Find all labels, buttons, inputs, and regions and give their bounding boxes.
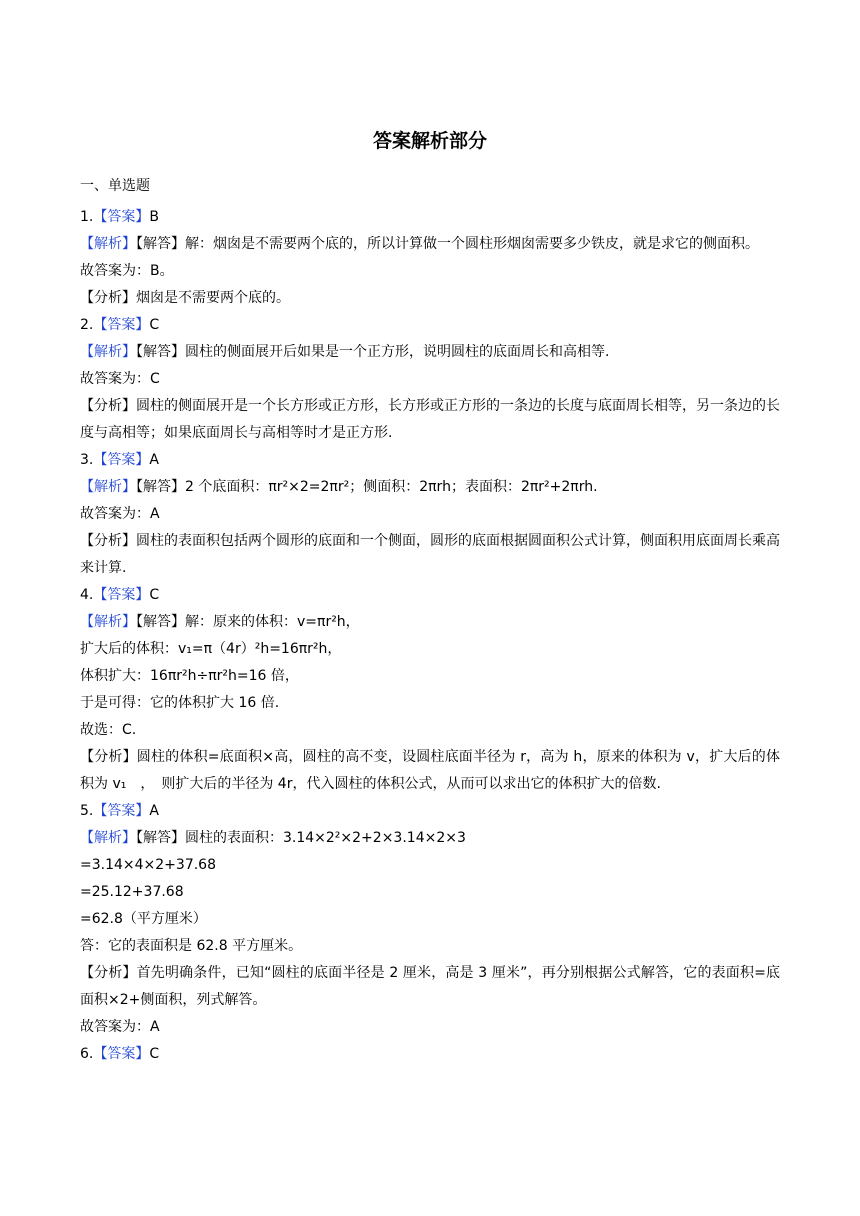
- answer-tag: 【答案】: [93, 209, 150, 225]
- answer-value: A: [149, 803, 159, 819]
- explanation-tag: 【解析】: [80, 614, 136, 630]
- analysis-line: 【分析】圆柱的表面积包括两个圆形的底面和一个侧面，圆形的底面根据圆面积公式计算，侧面积用底面周长乘高来计算.: [80, 533, 780, 576]
- text-line: 故答案为：B。: [80, 263, 174, 279]
- question-number: 6.: [80, 1046, 94, 1062]
- explanation-line: [80, 825, 780, 852]
- explanation-line: [80, 231, 780, 258]
- explanation-tag: 【解析】: [80, 344, 136, 360]
- explanation-line: [80, 339, 780, 366]
- answer-line: [80, 798, 780, 825]
- text-line: 于是可得：它的体积扩大 16 倍.: [80, 695, 280, 711]
- analysis-line: 【分析】首先明确条件，已知“圆柱的底面半径是 2 厘米，高是 3 厘米”，再分别根据公式解答，它的表面积=底面积×2+侧面积，列式解答。: [80, 965, 780, 1008]
- answer-value: C: [149, 317, 160, 333]
- answer-line: [80, 447, 780, 474]
- question-number: 1.: [80, 209, 94, 225]
- text-line: 故答案为：A: [80, 506, 160, 522]
- answer-line: [80, 582, 780, 609]
- explanation-line: [80, 609, 780, 636]
- text-line: =62.8（平方厘米）: [80, 911, 207, 927]
- answer-line: [80, 1041, 780, 1068]
- text-line: 体积扩大：16πr²h÷πr²h=16 倍，: [80, 668, 299, 684]
- text-line: =3.14×4×2+37.68: [80, 857, 216, 873]
- text-line: 故选：C.: [80, 722, 137, 738]
- answer-tag: 【答案】: [93, 587, 150, 603]
- question-number: 4.: [80, 587, 94, 603]
- section-heading: 一、单选题: [80, 178, 150, 194]
- question-number: 2.: [80, 317, 94, 333]
- explanation-text: 【解答】圆柱的表面积：3.14×2²×2+2×3.14×2×3: [136, 830, 466, 846]
- explanation-text: 【解答】解：烟囱是不需要两个底的，所以计算做一个圆柱形烟囱需要多少铁皮，就是求它的侧面积。: [136, 236, 759, 252]
- answer-value: B: [149, 209, 159, 225]
- question-number: 5.: [80, 803, 94, 819]
- explanation-text: 【解答】解：原来的体积：v=πr²h，: [136, 614, 360, 630]
- explanation-tag: 【解析】: [80, 830, 136, 846]
- text-line: 故答案为：A: [80, 1019, 160, 1035]
- text-line: 故答案为：C: [80, 371, 160, 387]
- answer-line: [80, 204, 780, 231]
- explanation-tag: 【解析】: [80, 479, 136, 495]
- analysis-line: 【分析】圆柱的体积=底面积×高，圆柱的高不变，设圆柱底面半径为 r，高为 h，原来的体积为 v，扩大后的体积为 v₁ ， 则扩大后的半径为 4r，代入圆柱的体积公式，从而可以求出它的体积扩大的倍数.: [80, 749, 780, 792]
- answer-value: A: [149, 452, 159, 468]
- answer-value: C: [149, 587, 160, 603]
- text-line: 答：它的表面积是 62.8 平方厘米。: [80, 938, 303, 954]
- question-number: 3.: [80, 452, 94, 468]
- answer-tag: 【答案】: [93, 803, 150, 819]
- text-line: 扩大后的体积：v₁=π（4r）²h=16πr²h，: [80, 641, 342, 657]
- answer-tag: 【答案】: [93, 1046, 150, 1062]
- page-title: 答案解析部分: [372, 130, 487, 152]
- answer-tag: 【答案】: [93, 452, 150, 468]
- explanation-tag: 【解析】: [80, 236, 136, 252]
- answer-list: [80, 204, 780, 1068]
- answer-line: [80, 312, 780, 339]
- explanation-line: [80, 474, 780, 501]
- answer-tag: 【答案】: [93, 317, 150, 333]
- explanation-text: 【解答】2 个底面积：πr²×2=2πr²；侧面积：2πrh；表面积：2πr²+2πrh.: [136, 479, 598, 495]
- explanation-text: 【解答】圆柱的侧面展开后如果是一个正方形，说明圆柱的底面周长和高相等.: [136, 344, 610, 360]
- answer-value: C: [149, 1046, 160, 1062]
- analysis-line: 【分析】圆柱的侧面展开是一个长方形或正方形，长方形或正方形的一条边的长度与底面周长相等，另一条边的长度与高相等；如果底面周长与高相等时才是正方形.: [80, 398, 780, 441]
- text-line: =25.12+37.68: [80, 884, 184, 900]
- analysis-line: 【分析】烟囱是不需要两个底的。: [80, 290, 290, 306]
